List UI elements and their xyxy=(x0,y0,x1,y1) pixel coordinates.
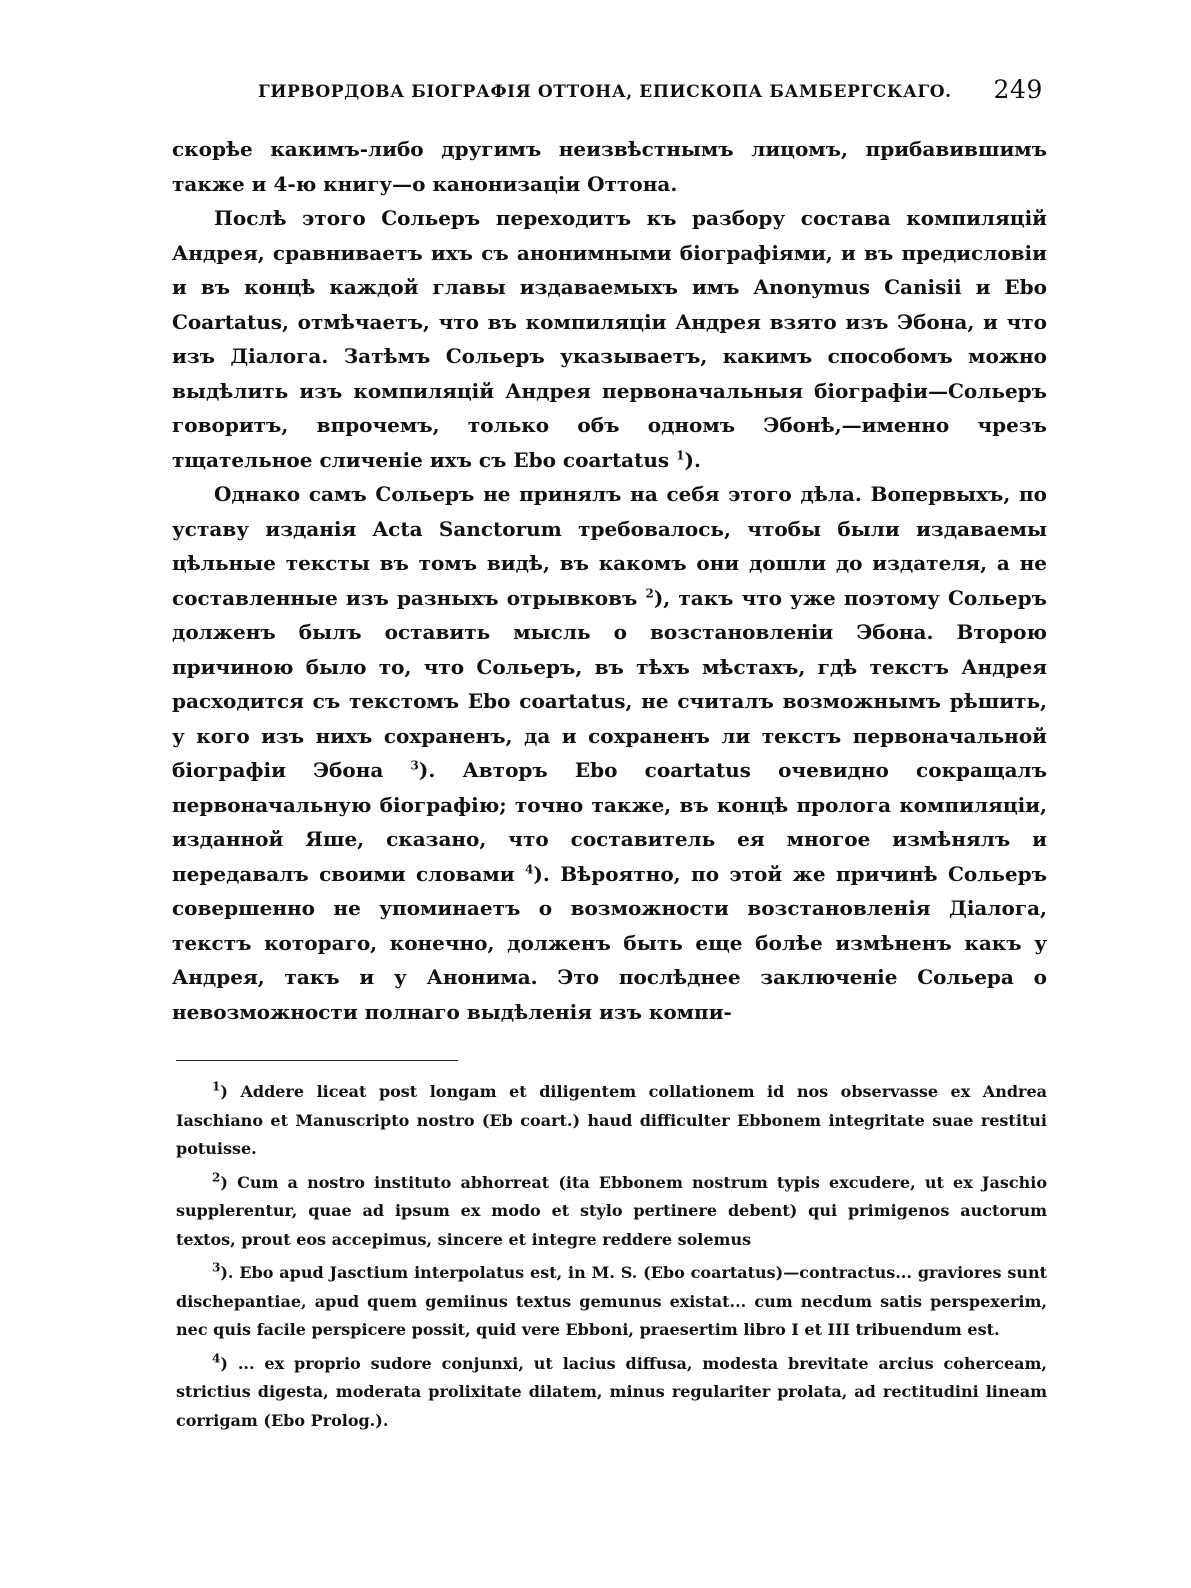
footnote-mark-2: 2 xyxy=(212,1170,221,1185)
footnote-text-2: ) Cum a nostro instituto abhorreat (ita Ebbonem nostrum typis excudere, ut ex Jaschio supplerentur, quae ad ipsum ex modo et stylo pertinere debent) qui primigenos auctorum textos, prout eos accepimus, sincere et integre reddere solemus xyxy=(176,1172,1047,1249)
footnote-3 xyxy=(176,1259,1047,1345)
paragraph-3-part-c: ). Авторъ Ebo coartatus очевидно сокращалъ первоначальную біографію; точно также, въ концѣ пролога компиляціи, изданной Яше, сказано, что составитель ея многое измѣнялъ и передавалъ своими словами xyxy=(172,758,1047,886)
footnote-ref-3: 3 xyxy=(410,758,419,773)
footnote-text-1: ) Addere liceat post longam et diligentem collationem id nos observasse ex Andrea Iaschiano et Manuscripto nostro (Eb coart.) haud difficulter Ebbonem integritatе suae restitui potuisse. xyxy=(176,1082,1047,1158)
page-number: 249 xyxy=(993,75,1043,104)
running-title: ГИРВОРДОВА БІОГРАФІЯ ОТТОНА, ЕПИСКОПА БАМБЕРГСКАГО. xyxy=(258,82,952,102)
footnote-mark-3: 3 xyxy=(212,1260,221,1275)
footnote-separator xyxy=(176,1060,458,1061)
footnote-text-3: ). Ebo apud Jasctium interpolatus est, in M. S. (Ebo coartatus)—contractus... graviores sunt dischepantiae, apud quem gemiinus textus gemunus existat... cum necdum satis perspexerim, nec quis facile perspicere possit, quid vere Ebboni, praesertim libro I et III tribuendum est. xyxy=(176,1263,1047,1339)
paragraph-2 xyxy=(172,201,1047,477)
footnotes xyxy=(176,1078,1047,1440)
paragraph-3-part-a: Однако самъ Сольеръ не принялъ на себя этого дѣла. Вопервыхъ, по уставу изданія Acta Sanctorum требовалось, чтобы были издаваемы цѣльные тексты въ томъ видѣ, въ какомъ они дошли до издателя, а не составленные изъ разныхъ отрывковъ xyxy=(172,482,1047,610)
footnote-1 xyxy=(176,1078,1047,1164)
footnote-mark-1: 1 xyxy=(212,1079,221,1094)
running-header xyxy=(258,74,1045,110)
paragraph-3 xyxy=(172,477,1047,1029)
paragraph-2-end: ). xyxy=(684,447,701,472)
footnote-ref-1: 1 xyxy=(676,447,685,462)
footnote-mark-4: 4 xyxy=(212,1351,221,1366)
paragraph-2-text: Послѣ этого Сольеръ переходитъ къ разбору состава компиляцій Андрея, сравниваетъ ихъ съ анонимными біографіями, и въ предисловіи и въ концѣ каждой главы издаваемыхъ имъ Anonymus Canisii и Ebo Coartatus, отмѣчаетъ, что въ компиляціи Андрея взято изъ Эбона, и что изъ Діалога. Затѣмъ Сольеръ указываетъ, какимъ способомъ можно выдѣлить изъ компиляцій Андрея первоначальныя біографіи—Сольеръ говоритъ, впрочемъ, только объ одномъ Эбонѣ,—именно чрезъ тщательное сличеніе ихъ съ Ebo coartatus xyxy=(172,206,1047,472)
main-text xyxy=(172,132,1047,1029)
footnote-4 xyxy=(176,1350,1047,1436)
footnote-ref-4: 4 xyxy=(525,861,534,876)
paragraph-1: скорѣе какимъ-либо другимъ неизвѣстнымъ лицомъ, прибавившимъ также и 4-ю книгу—о канонизаціи Оттона. xyxy=(172,137,1047,196)
paragraph-3-part-b: ), такъ что уже поэтому Сольеръ долженъ былъ оставить мысль о возстановленіи Эбона. Второю причиною было то, что Сольеръ, въ тѣхъ мѣстахъ, гдѣ текстъ Андрея расходится съ текстомъ Ebo coartatus, не считалъ возможнымъ рѣшить, у кого изъ нихъ сохраненъ, да и сохраненъ ли текстъ первоначальной біографіи Эбона xyxy=(172,585,1047,782)
footnote-ref-2: 2 xyxy=(645,585,654,600)
footnote-2 xyxy=(176,1169,1047,1255)
paragraph-3-part-d: ). Вѣроятно, по этой же причинѣ Сольеръ совершенно не упоминаетъ о возможности возстановленія Діалога, текстъ котораго, конечно, долженъ быть еще болѣе измѣненъ какъ у Андрея, такъ и у Анонима. Это послѣднее заключеніе Сольера о невозможности полнаго выдѣленія изъ компи- xyxy=(172,861,1047,1024)
footnote-text-4: ) ... ex proprio sudore conjunxi, ut lacius diffusa, modesta brevitate arcius cohercеam, strictius digesta, moderata prolixitate dilatem, minus regulariter prolata, ad rectitudini lineam corrigam (Ebo Prolog.). xyxy=(176,1353,1047,1430)
